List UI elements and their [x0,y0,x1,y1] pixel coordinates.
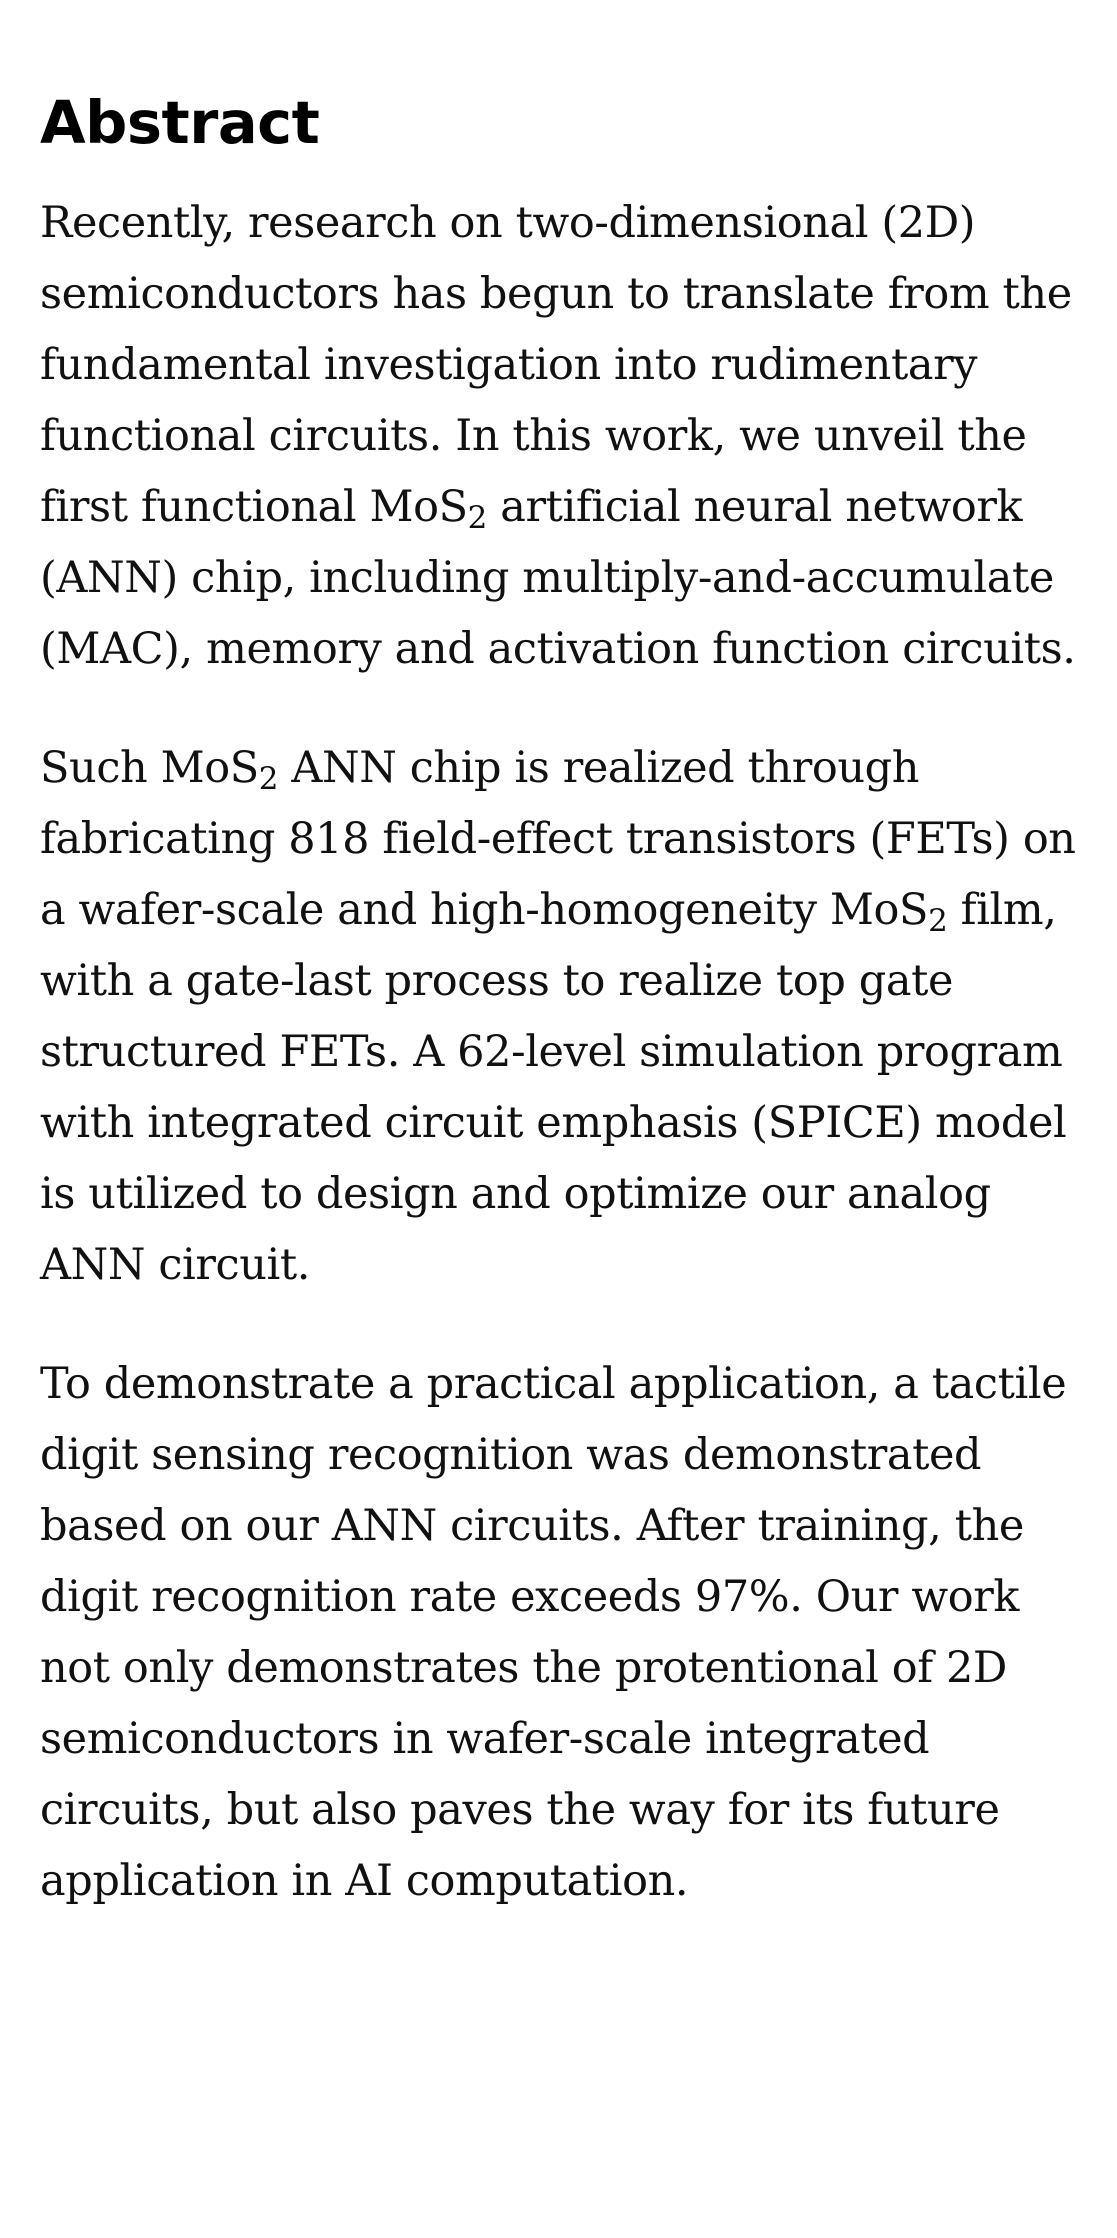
abstract-heading: Abstract [40,88,320,157]
paragraph-1-text-b: artificial neural network (ANN) chip, including multiply-and-accumulate (MAC), memory and activation function circuits. [40,482,1076,674]
abstract-paragraph-3: To demonstrate a practical application, a tactile digit sensing recognition was demonstrated based on our ANN circuits. After training, the digit recognition rate exceeds 97%. Our work not only demonstrates the protentional of 2D semiconductors in wafer-scale integrated circuits, but also paves the way for its future application in AI computation. [40,1359,1067,1906]
subscript-2: 2 [258,760,279,797]
abstract-paragraph-1 [40,188,1077,685]
subscript-2: 2 [467,499,487,536]
subscript-2: 2 [928,902,948,939]
paragraph-1-text-a: Recently, research on two-dimensional (2D) semiconductors has begun to translate from the fundamental investigation into rudimentary functional circuits. In this work, we unveil the first functional MoS [40,198,1072,532]
paragraph-2-text-c: film, with a gate-last process to realize top gate structured FETs. A 62-level simulation program with integrated circuit emphasis (SPICE) model is utilized to design and optimize our analog ANN circuit. [40,885,1067,1290]
abstract-paragraph-2 [40,733,1077,1301]
paragraph-2-text-a: Such MoS [40,743,259,793]
paragraph-2-text-b: ANN chip is realized through fabricating 818 field-effect transistors (FETs) on a wafer-scale and high-homogeneity MoS [40,743,1076,935]
